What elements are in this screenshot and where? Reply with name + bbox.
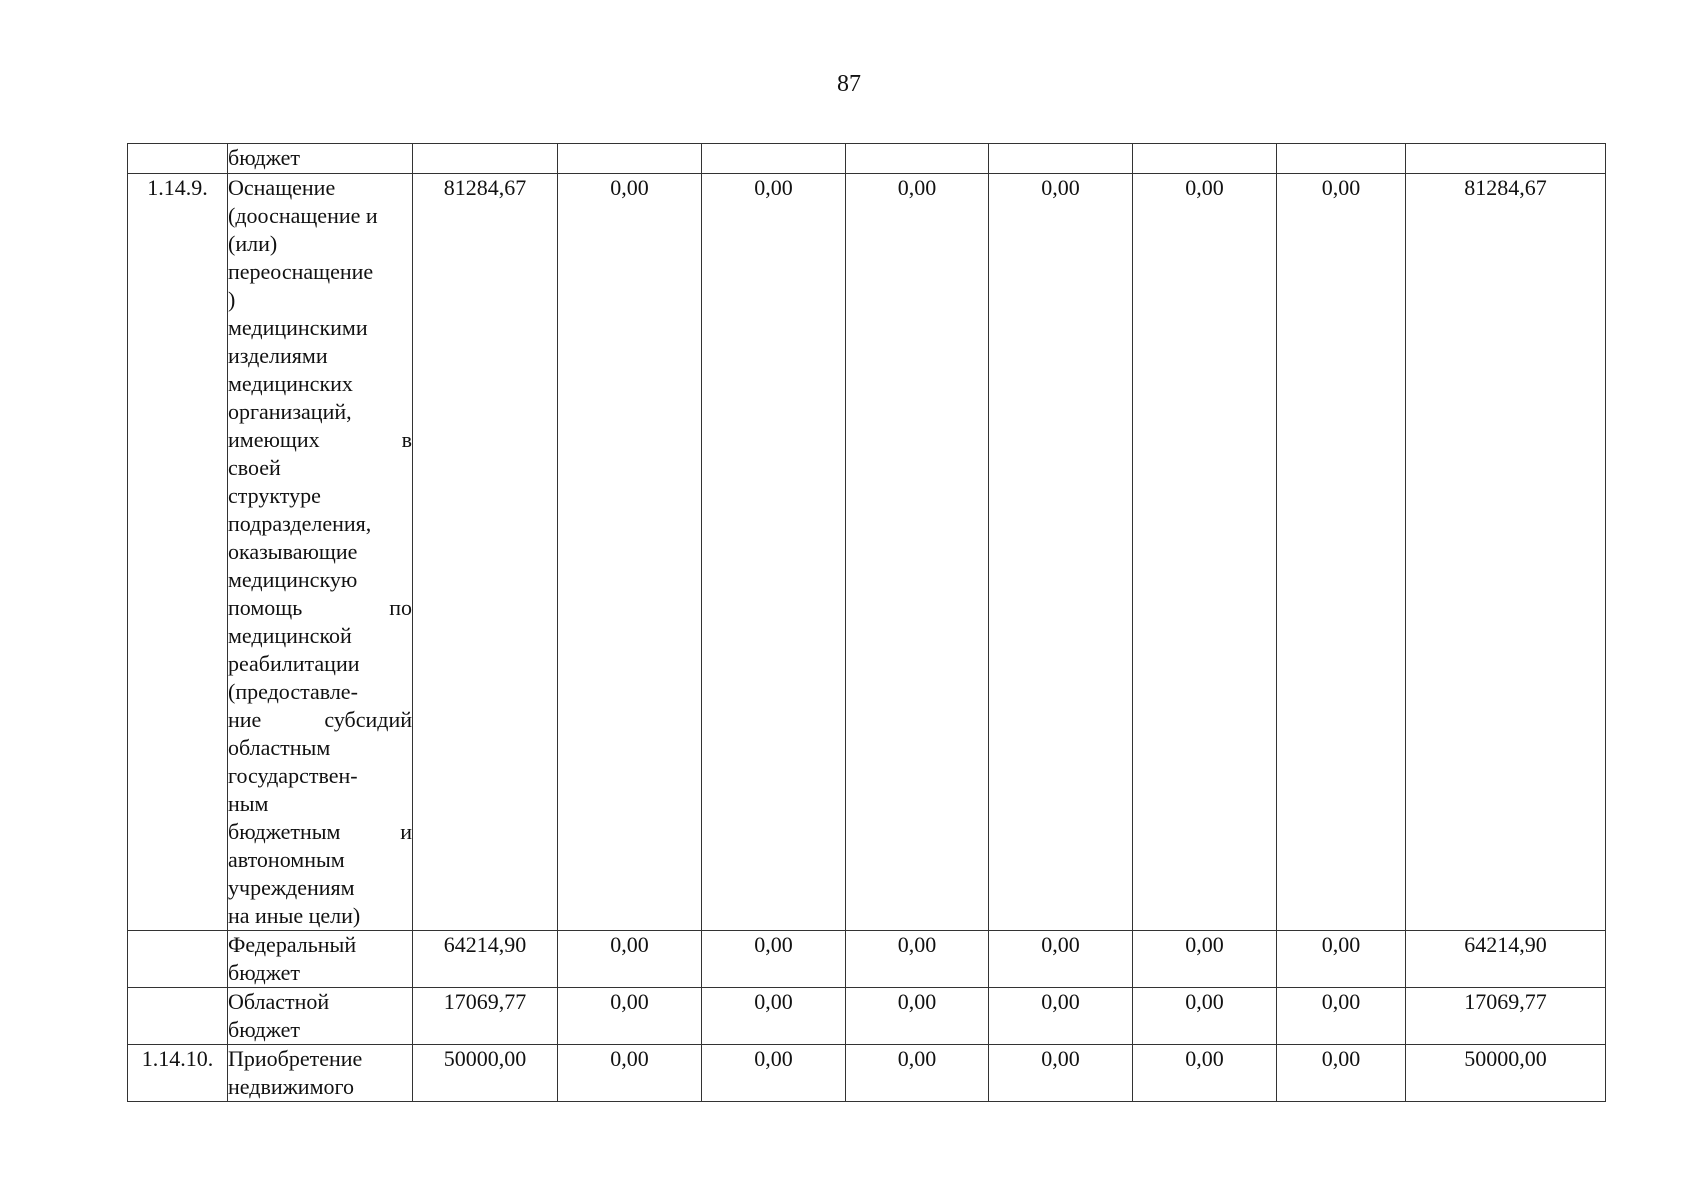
value-cell: 0,00 [989, 1045, 1133, 1102]
value-cell [702, 144, 846, 174]
value-cell: 50000,00 [1406, 1045, 1606, 1102]
item-name-word: по [389, 595, 412, 620]
item-name-line [228, 594, 412, 622]
value-cell: 50000,00 [413, 1045, 558, 1102]
item-name-line: медицинских [228, 371, 353, 396]
item-name-line [228, 426, 412, 454]
item-name-line [228, 706, 412, 734]
row-number-cell [128, 931, 228, 988]
value-cell: 17069,77 [413, 988, 558, 1045]
item-name-cell [228, 931, 413, 988]
budget-table [127, 143, 1606, 1102]
table-body [128, 144, 1606, 1102]
table-row [128, 988, 1606, 1045]
item-name-line: (или) [228, 231, 278, 256]
item-name-line: подразделения, [228, 511, 372, 536]
value-cell: 0,00 [1133, 1045, 1277, 1102]
value-cell [413, 144, 558, 174]
item-name-line: автономным [228, 847, 345, 872]
value-cell: 0,00 [846, 988, 989, 1045]
value-cell: 0,00 [558, 174, 702, 931]
item-name-line: оказывающие [228, 539, 358, 564]
item-name-line: недвижимого [228, 1074, 354, 1099]
item-name-line: организаций, [228, 399, 352, 424]
row-number-cell [128, 144, 228, 174]
item-name-cell [228, 988, 413, 1045]
item-name-line: Федеральный [228, 932, 357, 957]
value-cell: 0,00 [1133, 931, 1277, 988]
value-cell: 0,00 [702, 988, 846, 1045]
item-name-word: субсидий [324, 707, 412, 732]
value-cell: 0,00 [1133, 174, 1277, 931]
item-name-line: Приобретение [228, 1046, 363, 1071]
value-cell: 0,00 [1277, 988, 1406, 1045]
value-cell: 17069,77 [1406, 988, 1606, 1045]
value-cell: 0,00 [846, 931, 989, 988]
value-cell: 0,00 [702, 1045, 846, 1102]
item-name-line: государствен- [228, 763, 358, 788]
item-name-line: на иные цели) [228, 903, 361, 928]
item-name-line: бюджет [228, 1017, 300, 1042]
table-row [128, 174, 1606, 931]
item-name-line: бюджет [228, 960, 300, 985]
value-cell: 0,00 [558, 1045, 702, 1102]
item-name-line: учреждениям [228, 875, 355, 900]
item-name-line: переоснащение [228, 259, 374, 284]
item-name-line: медицинской [228, 623, 352, 648]
item-name-cell [228, 1045, 413, 1102]
table-row [128, 931, 1606, 988]
item-name-line: изделиями [228, 343, 328, 368]
item-name-line: структуре [228, 483, 321, 508]
item-name-line: ным [228, 791, 269, 816]
value-cell: 0,00 [1277, 931, 1406, 988]
item-name-line: реабилитации [228, 651, 360, 676]
value-cell [1406, 144, 1606, 174]
value-cell [846, 144, 989, 174]
value-cell: 0,00 [702, 174, 846, 931]
item-name-word: помощь [228, 595, 303, 620]
page-number: 87 [837, 71, 861, 97]
item-name-line: ) [228, 287, 236, 312]
value-cell: 0,00 [1277, 1045, 1406, 1102]
value-cell: 0,00 [989, 174, 1133, 931]
item-name-line: бюджет [228, 145, 300, 170]
value-cell: 0,00 [558, 988, 702, 1045]
item-name-line: Оснащение [228, 175, 336, 200]
item-name-line: областным [228, 735, 331, 760]
row-number-cell: 1.14.9. [128, 174, 228, 931]
item-name-word: и [400, 819, 412, 844]
item-name-word: ние [228, 707, 262, 732]
value-cell: 0,00 [989, 988, 1133, 1045]
item-name-line [228, 818, 412, 846]
value-cell: 64214,90 [1406, 931, 1606, 988]
item-name-line: медицинскими [228, 315, 368, 340]
item-name-word: имеющих [228, 427, 320, 452]
item-name-cell [228, 144, 413, 174]
value-cell: 0,00 [1133, 988, 1277, 1045]
row-number-cell: 1.14.10. [128, 1045, 228, 1102]
value-cell: 0,00 [846, 1045, 989, 1102]
value-cell [1133, 144, 1277, 174]
item-name-line: (дооснащение и [228, 203, 378, 228]
item-name-line: Областной [228, 989, 330, 1014]
item-name-line: своей [228, 455, 281, 480]
item-name-line: (предоставле- [228, 679, 358, 704]
table-row [128, 144, 1606, 174]
value-cell: 0,00 [989, 931, 1133, 988]
value-cell [1277, 144, 1406, 174]
item-name-cell [228, 174, 413, 931]
value-cell: 0,00 [558, 931, 702, 988]
value-cell: 81284,67 [413, 174, 558, 931]
value-cell: 0,00 [846, 174, 989, 931]
value-cell [558, 144, 702, 174]
value-cell: 81284,67 [1406, 174, 1606, 931]
item-name-line: медицинскую [228, 567, 358, 592]
row-number-cell [128, 988, 228, 1045]
value-cell: 0,00 [1277, 174, 1406, 931]
item-name-word: бюджетным [228, 819, 341, 844]
value-cell [989, 144, 1133, 174]
item-name-word: в [401, 427, 412, 452]
value-cell: 64214,90 [413, 931, 558, 988]
table-row [128, 1045, 1606, 1102]
value-cell: 0,00 [702, 931, 846, 988]
